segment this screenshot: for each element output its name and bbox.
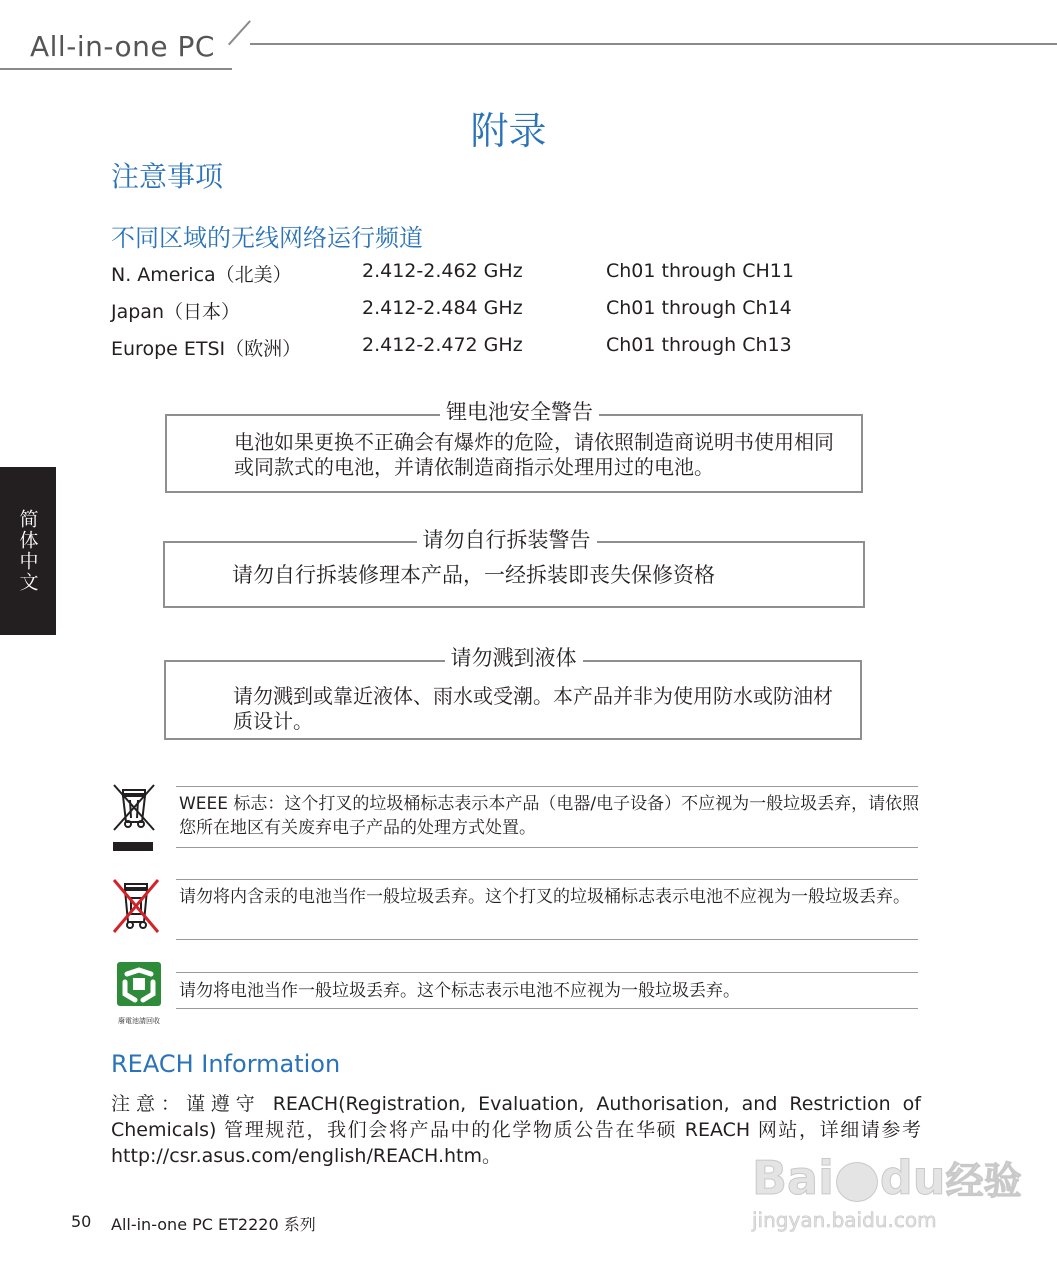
liquid-warning-title: 请勿溅到液体 <box>445 646 583 670</box>
notice-rule-top <box>176 786 918 787</box>
disassembly-warning-text: 请勿自行拆装修理本产品，一经拆装即丧失保修资格 <box>232 563 715 587</box>
crossed-bin-icon <box>111 782 157 854</box>
page-number: 50 <box>71 1212 92 1231</box>
channel-cell: Ch01 through Ch13 <box>606 334 792 356</box>
notice-rule-bottom <box>176 1008 918 1009</box>
battery-bin-icon <box>111 878 161 936</box>
region-cell: Europe ETSI（欧洲） <box>111 338 302 360</box>
recycle-icon-caption: 廢電池請回收 <box>118 1017 160 1025</box>
disassembly-warning-title-wrap <box>0 524 1013 554</box>
liquid-warning-title-wrap <box>0 642 1027 672</box>
watermark-cn: 经验 <box>945 1159 1022 1203</box>
battery-warning-title-wrap <box>0 396 1039 426</box>
band-cell: 2.412-2.472 GHz <box>362 334 523 356</box>
header-title: All-in-one PC <box>30 30 215 63</box>
paw-icon <box>836 1162 878 1202</box>
baidu-watermark <box>752 1150 1022 1240</box>
reach-heading: REACH Information <box>111 1050 341 1078</box>
channel-cell: Ch01 through Ch14 <box>606 297 792 319</box>
notice-rule-bottom <box>176 939 918 940</box>
appendix-title: 附录 <box>470 109 547 153</box>
recycle-notice-text: 请勿将电池当作一般垃圾丢弃。这个标志表示电池不应视为一般垃圾丢弃。 <box>179 981 740 1001</box>
mercury-notice-text: 请勿将内含汞的电池当作一般垃圾丢弃。这个打叉的垃圾桶标志表示电池不应视为一般垃圾丢弃。 <box>179 887 910 907</box>
reach-text: 注意：谨遵守 REACH(Registration, Evaluation, Authorisation, and Restriction of Chemicals) 管理规范，我们会将产品中的化学物质公告在华硕 REACH 网站，详细请参考 http://csr.asus.com/english/REACH.htm。 <box>111 1093 921 1167</box>
liquid-warning-text: 请勿溅到或靠近液体、雨水或受潮。本产品并非为使用防水或防油材质设计。 <box>233 684 833 733</box>
language-side-tab-label: 简体中文 <box>16 509 39 593</box>
footer-model: All-in-one PC ET2220 系列 <box>111 1215 316 1234</box>
notice-rule-bottom <box>176 847 918 848</box>
notice-rule-top <box>176 972 918 973</box>
disassembly-warning-title: 请勿自行拆装警告 <box>417 528 597 552</box>
battery-recycle-icon <box>111 960 167 1025</box>
channel-cell: Ch01 through CH11 <box>606 260 794 282</box>
notice-rule-top <box>176 879 918 880</box>
watermark-brand: Bai <box>752 1151 834 1205</box>
region-cell: Japan（日本） <box>111 301 240 323</box>
battery-warning-text: 电池如果更换不正确会有爆炸的危险，请依照制造商说明书使用相同或同款式的电池，并请依制造商指示处理用过的电池。 <box>234 430 834 479</box>
header-rule-right <box>250 43 1057 45</box>
region-cell: N. America（北美） <box>111 264 292 286</box>
watermark-url: jingyan.baidu.com <box>752 1208 937 1232</box>
notices-heading: 注意事项 <box>111 160 224 193</box>
battery-warning-title: 锂电池安全警告 <box>440 400 599 424</box>
watermark-brand-2: du <box>879 1151 946 1205</box>
header-rule-left <box>0 68 232 70</box>
wireless-heading: 不同区域的无线网络运行频道 <box>111 224 423 252</box>
header-rule-slant <box>228 20 251 45</box>
weee-notice-text: WEEE 标志：这个打叉的垃圾桶标志表示本产品（电器/电子设备）不应视为一般垃圾丢弃，请依照您所在地区有关废弃电子产品的处理方式处置。 <box>179 794 920 838</box>
band-cell: 2.412-2.462 GHz <box>362 260 523 282</box>
band-cell: 2.412-2.484 GHz <box>362 297 523 319</box>
